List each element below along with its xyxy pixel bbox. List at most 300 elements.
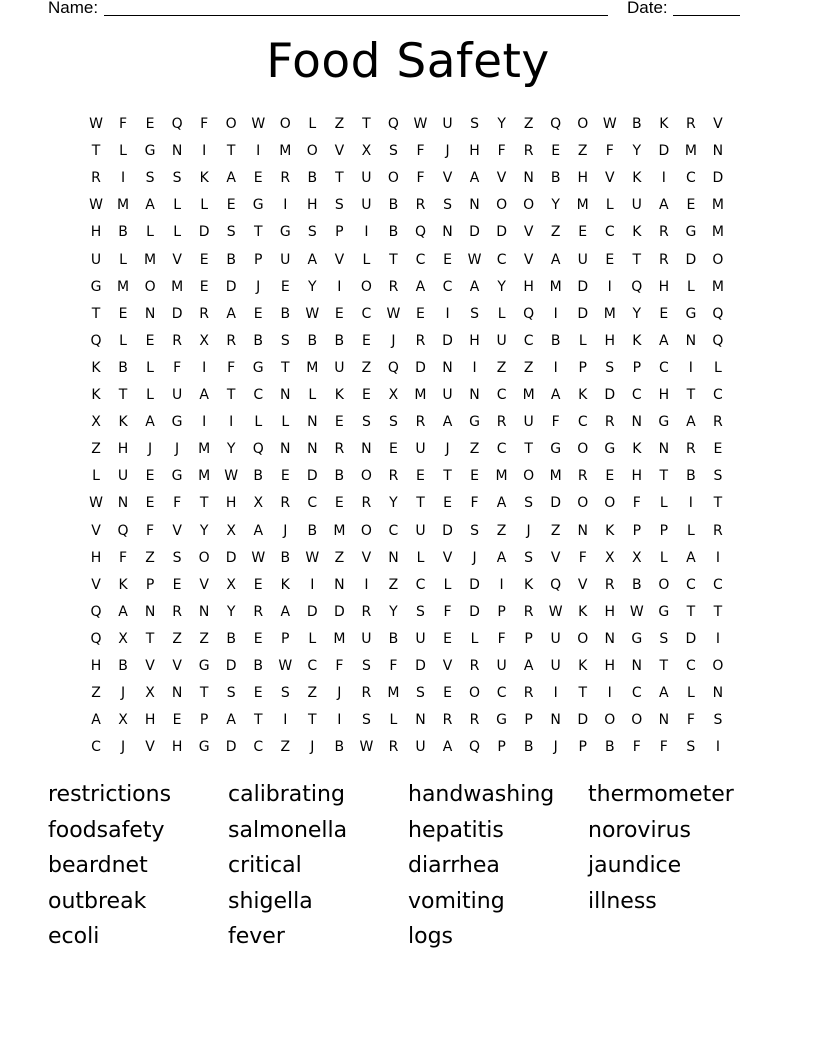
grid-letter[interactable]: A [659,685,669,702]
grid-letter[interactable]: I [364,224,369,241]
grid-letter[interactable]: I [715,630,720,647]
grid-letter[interactable]: X [226,576,236,593]
grid-letter[interactable]: I [715,549,720,566]
grid-letter[interactable]: I [120,170,126,187]
grid-letter[interactable]: I [688,359,693,376]
grid-letter[interactable]: J [120,739,126,756]
grid-letter[interactable]: O [387,170,399,187]
grid-letter[interactable]: I [607,278,612,295]
grid-letter[interactable]: I [364,576,369,593]
grid-letter[interactable]: B [631,116,642,132]
grid-letter[interactable]: I [310,576,315,593]
grid-letter[interactable]: I [337,278,342,295]
grid-letter[interactable]: V [442,170,453,187]
grid-letter[interactable]: P [497,739,506,756]
grid-letter[interactable]: B [334,739,345,756]
grid-letter[interactable]: P [335,224,344,241]
grid-letter[interactable]: Q [171,116,183,132]
grid-letter[interactable]: W [251,116,266,132]
grid-letter[interactable]: W [251,549,266,566]
grid-letter[interactable]: I [661,170,666,187]
grid-letter[interactable]: E [416,305,425,322]
grid-letter[interactable]: D [469,576,480,593]
grid-letter[interactable]: Y [497,116,506,132]
grid-letter[interactable]: F [632,495,641,512]
grid-letter[interactable]: N [307,414,318,431]
grid-letter[interactable]: K [632,224,642,241]
grid-letter[interactable]: L [281,414,290,431]
grid-letter[interactable]: I [499,576,504,593]
grid-letter[interactable]: R [280,170,291,187]
grid-letter[interactable]: B [226,251,236,268]
grid-letter[interactable]: M [387,685,400,702]
grid-letter[interactable]: F [416,143,425,160]
grid-letter[interactable]: Z [361,359,372,376]
grid-letter[interactable]: T [118,387,128,403]
grid-letter[interactable]: C [631,685,642,702]
grid-letter[interactable]: R [686,116,696,132]
grid-letter[interactable]: R [469,712,480,729]
grid-letter[interactable]: M [549,278,562,295]
grid-letter[interactable]: T [335,170,344,187]
grid-letter[interactable]: Y [308,278,317,295]
grid-letter[interactable]: B [118,658,128,674]
grid-letter[interactable]: V [145,658,155,674]
grid-letter[interactable]: D [604,387,616,403]
grid-letter[interactable]: V [172,522,182,539]
grid-letter[interactable]: A [199,387,209,403]
grid-letter[interactable]: R [226,332,237,349]
grid-letter[interactable]: B [307,522,318,539]
grid-letter[interactable]: R [523,685,534,702]
grid-letter[interactable]: Y [226,603,236,620]
grid-letter[interactable]: E [118,305,128,322]
grid-letter[interactable]: P [578,359,587,376]
grid-letter[interactable]: E [605,468,615,485]
grid-letter[interactable]: S [388,414,398,431]
grid-letter[interactable]: X [388,387,399,403]
grid-letter[interactable]: V [172,658,182,674]
grid-letter[interactable]: E [443,495,452,512]
grid-letter[interactable]: T [416,495,425,512]
grid-letter[interactable]: C [577,414,588,431]
grid-letter[interactable]: S [713,468,723,485]
grid-letter[interactable]: G [685,224,697,241]
grid-letter[interactable]: X [91,414,101,431]
grid-letter[interactable]: Q [387,359,399,376]
grid-letter[interactable]: P [497,603,506,620]
grid-letter[interactable]: I [688,495,693,512]
grid-letter[interactable]: N [361,441,372,458]
grid-letter[interactable]: V [199,576,209,593]
grid-letter[interactable]: C [523,332,534,349]
grid-letter[interactable]: V [442,658,453,674]
grid-letter[interactable]: B [118,224,128,241]
grid-letter[interactable]: L [92,468,100,485]
grid-letter[interactable]: O [198,549,210,566]
grid-letter[interactable]: F [146,522,155,539]
grid-letter[interactable]: S [686,739,696,756]
grid-letter[interactable]: J [120,685,126,702]
grid-letter[interactable]: Y [551,197,560,214]
grid-letter[interactable]: J [526,522,531,539]
grid-letter[interactable]: I [472,359,477,376]
grid-letter[interactable]: C [685,658,696,674]
grid-letter[interactable]: N [469,197,480,214]
grid-letter[interactable]: Q [523,305,535,322]
grid-letter[interactable]: I [202,359,207,376]
grid-letter[interactable]: T [686,387,696,403]
grid-letter[interactable]: S [416,603,425,620]
grid-letter[interactable]: E [253,305,263,322]
grid-letter[interactable]: D [577,305,589,322]
grid-letter[interactable]: M [306,359,319,376]
grid-letter[interactable]: R [523,143,534,160]
grid-letter[interactable]: K [632,441,642,458]
grid-letter[interactable]: L [686,685,695,702]
grid-letter[interactable]: V [361,549,372,566]
grid-letter[interactable]: T [443,468,452,485]
grid-letter[interactable]: W [629,603,644,620]
grid-letter[interactable]: L [362,251,371,268]
grid-letter[interactable]: L [308,116,317,132]
grid-letter[interactable]: B [280,549,291,566]
grid-letter[interactable]: U [117,468,129,485]
grid-letter[interactable]: D [415,359,426,376]
grid-letter[interactable]: X [361,143,372,160]
grid-letter[interactable]: K [118,576,128,593]
grid-letter[interactable]: N [442,359,453,376]
grid-letter[interactable]: D [442,522,453,539]
grid-letter[interactable]: U [334,359,345,376]
grid-letter[interactable]: S [172,170,182,187]
grid-letter[interactable]: Z [172,630,182,647]
grid-letter[interactable]: S [280,332,290,349]
grid-letter[interactable]: W [386,305,401,322]
grid-letter[interactable]: Q [550,116,562,132]
grid-letter[interactable]: B [118,359,128,376]
grid-letter[interactable]: B [388,224,399,241]
grid-letter[interactable]: U [496,658,507,674]
grid-letter[interactable]: L [308,630,317,647]
grid-letter[interactable]: B [334,332,345,349]
grid-letter[interactable]: W [467,251,482,268]
grid-letter[interactable]: X [632,549,642,566]
grid-letter[interactable]: V [550,549,561,566]
grid-letter[interactable]: E [686,197,696,214]
grid-letter[interactable]: R [496,414,507,431]
date-field[interactable] [673,15,740,16]
grid-letter[interactable]: O [360,468,372,485]
grid-letter[interactable]: F [605,143,614,160]
grid-letter[interactable]: A [226,712,236,729]
grid-letter[interactable]: N [307,441,318,458]
grid-letter[interactable]: L [605,197,614,214]
grid-letter[interactable]: I [256,143,261,160]
grid-letter[interactable]: T [659,658,669,674]
grid-letter[interactable]: D [712,170,724,187]
grid-letter[interactable]: W [413,116,428,132]
grid-letter[interactable]: U [415,739,426,756]
grid-letter[interactable]: F [578,549,587,566]
grid-letter[interactable]: H [307,197,318,214]
grid-letter[interactable]: C [415,251,426,268]
grid-letter[interactable]: N [415,712,426,729]
grid-letter[interactable]: F [173,495,182,512]
grid-letter[interactable]: G [90,278,102,295]
grid-letter[interactable]: C [496,387,507,403]
grid-letter[interactable]: W [89,197,103,214]
grid-letter[interactable]: S [280,685,290,702]
grid-letter[interactable]: R [253,603,264,620]
grid-letter[interactable]: N [144,603,156,620]
grid-letter[interactable]: T [199,685,209,702]
grid-letter[interactable]: M [116,278,130,295]
grid-letter[interactable]: T [686,603,696,620]
grid-letter[interactable]: U [361,630,372,647]
grid-letter[interactable]: N [388,549,399,566]
grid-letter[interactable]: M [495,468,508,485]
grid-letter[interactable]: V [91,522,101,539]
grid-letter[interactable]: W [224,468,239,485]
grid-letter[interactable]: I [553,685,558,702]
grid-letter[interactable]: F [119,116,128,132]
grid-letter[interactable]: J [310,739,315,756]
grid-letter[interactable]: Y [632,305,642,322]
grid-letter[interactable]: I [202,414,207,431]
grid-letter[interactable]: S [388,143,398,160]
grid-letter[interactable]: R [604,414,615,431]
grid-letter[interactable]: A [118,603,128,620]
grid-letter[interactable]: P [632,359,642,376]
grid-letter[interactable]: Z [280,739,291,756]
grid-letter[interactable]: F [389,658,398,674]
grid-letter[interactable]: I [445,305,450,322]
grid-letter[interactable]: Z [523,116,534,132]
grid-letter[interactable]: F [335,658,344,674]
grid-letter[interactable]: S [470,305,479,322]
grid-letter[interactable]: C [361,305,372,322]
grid-letter[interactable]: U [361,170,372,187]
grid-letter[interactable]: I [283,712,288,729]
grid-letter[interactable]: J [256,278,261,295]
grid-letter[interactable]: U [90,251,102,268]
grid-letter[interactable]: E [551,143,561,160]
grid-letter[interactable]: C [307,495,318,512]
grid-letter[interactable]: E [199,278,209,295]
grid-letter[interactable]: B [307,170,318,187]
grid-letter[interactable]: T [253,712,263,729]
grid-letter[interactable]: V [145,739,155,756]
grid-letter[interactable]: Q [550,576,562,593]
grid-letter[interactable]: N [604,630,615,647]
grid-letter[interactable]: G [496,712,508,729]
grid-letter[interactable]: A [307,251,318,268]
grid-letter[interactable]: N [280,441,291,458]
grid-letter[interactable]: A [550,251,561,268]
grid-letter[interactable]: C [415,576,426,593]
grid-letter[interactable]: V [523,224,534,241]
grid-letter[interactable]: X [604,549,615,566]
grid-letter[interactable]: E [605,251,615,268]
grid-letter[interactable]: T [91,143,101,160]
grid-letter[interactable]: F [659,739,668,756]
grid-letter[interactable]: N [577,522,588,539]
grid-letter[interactable]: U [496,332,507,349]
grid-letter[interactable]: G [144,143,156,160]
grid-letter[interactable]: B [280,305,291,322]
grid-letter[interactable]: I [553,359,558,376]
grid-letter[interactable]: E [253,576,263,593]
grid-letter[interactable]: L [497,305,506,322]
grid-letter[interactable]: I [337,712,342,729]
grid-letter[interactable]: F [173,359,182,376]
grid-letter[interactable]: M [144,251,157,268]
grid-letter[interactable]: R [442,712,453,729]
grid-letter[interactable]: R [415,197,426,214]
grid-letter[interactable]: I [607,685,612,702]
grid-letter[interactable]: C [685,576,696,593]
grid-letter[interactable]: Q [90,603,102,620]
grid-letter[interactable]: O [523,197,535,214]
grid-letter[interactable]: C [496,441,507,458]
grid-letter[interactable]: M [333,630,346,647]
grid-letter[interactable]: U [550,630,561,647]
grid-letter[interactable]: K [91,387,101,403]
grid-letter[interactable]: D [658,143,670,160]
grid-letter[interactable]: R [388,278,399,295]
grid-letter[interactable]: B [253,332,264,349]
grid-letter[interactable]: C [604,224,615,241]
grid-letter[interactable]: V [604,170,615,187]
grid-letter[interactable]: H [577,170,588,187]
grid-letter[interactable]: V [496,170,507,187]
grid-letter[interactable]: U [171,387,183,403]
grid-letter[interactable]: D [577,712,589,729]
grid-letter[interactable]: F [632,739,641,756]
grid-letter[interactable]: A [523,658,534,674]
grid-letter[interactable]: S [361,712,371,729]
grid-letter[interactable]: N [631,414,643,431]
grid-letter[interactable]: V [442,549,453,566]
grid-letter[interactable]: O [225,116,237,132]
grid-letter[interactable]: V [91,576,101,593]
grid-letter[interactable]: L [659,495,668,512]
grid-letter[interactable]: I [715,739,720,756]
grid-letter[interactable]: A [469,170,480,187]
grid-letter[interactable]: R [713,522,723,539]
grid-letter[interactable]: R [577,468,588,485]
grid-letter[interactable]: N [144,305,156,322]
grid-letter[interactable]: D [198,224,210,241]
grid-letter[interactable]: U [280,251,291,268]
grid-letter[interactable]: E [361,387,371,403]
grid-letter[interactable]: O [712,251,724,268]
grid-letter[interactable]: B [604,739,615,756]
grid-letter[interactable]: Z [469,441,480,458]
grid-letter[interactable]: Y [497,278,506,295]
grid-letter[interactable]: S [145,170,155,187]
grid-letter[interactable]: J [553,739,558,756]
grid-letter[interactable]: D [225,549,237,566]
grid-letter[interactable]: D [225,278,237,295]
grid-letter[interactable]: L [578,332,587,349]
grid-letter[interactable]: G [252,197,264,214]
grid-letter[interactable]: G [279,224,291,241]
grid-letter[interactable]: O [279,116,291,132]
grid-letter[interactable]: F [551,414,560,431]
grid-letter[interactable]: P [145,576,155,593]
grid-letter[interactable]: A [686,414,696,431]
grid-letter[interactable]: B [686,468,696,485]
grid-letter[interactable]: G [198,658,210,674]
grid-letter[interactable]: T [632,251,642,268]
grid-letter[interactable]: O [469,685,481,702]
grid-letter[interactable]: C [307,658,318,674]
grid-letter[interactable]: B [226,630,236,647]
grid-letter[interactable]: E [443,685,452,702]
grid-letter[interactable]: V [334,143,345,160]
grid-letter[interactable]: E [280,468,290,485]
grid-letter[interactable]: B [550,332,561,349]
grid-letter[interactable]: C [713,387,723,403]
grid-letter[interactable]: I [553,305,558,322]
grid-letter[interactable]: N [442,224,453,241]
grid-letter[interactable]: A [496,549,507,566]
grid-letter[interactable]: R [388,468,399,485]
grid-letter[interactable]: E [253,630,263,647]
grid-letter[interactable]: M [414,387,427,403]
grid-letter[interactable]: T [524,441,533,458]
grid-letter[interactable]: S [361,414,371,431]
grid-letter[interactable]: N [171,685,183,702]
grid-letter[interactable]: R [172,603,182,620]
grid-letter[interactable]: N [523,170,534,187]
grid-letter[interactable]: T [91,305,101,322]
grid-letter[interactable]: D [171,305,183,322]
grid-letter[interactable]: C [496,251,507,268]
grid-letter[interactable]: V [172,251,182,268]
grid-letter[interactable]: K [632,332,642,349]
grid-letter[interactable]: D [225,739,237,756]
grid-letter[interactable]: D [225,658,237,674]
grid-letter[interactable]: D [442,332,453,349]
grid-letter[interactable]: E [334,414,344,431]
grid-letter[interactable]: R [280,495,291,512]
grid-letter[interactable]: E [253,685,263,702]
grid-letter[interactable]: O [523,468,535,485]
grid-letter[interactable]: E [334,495,344,512]
grid-letter[interactable]: F [227,359,236,376]
grid-letter[interactable]: B [388,630,399,647]
grid-letter[interactable]: T [308,712,317,729]
grid-letter[interactable]: C [253,739,264,756]
grid-letter[interactable]: W [89,116,103,132]
grid-letter[interactable]: W [359,739,374,756]
grid-letter[interactable]: U [577,251,588,268]
grid-letter[interactable]: R [658,251,669,268]
grid-letter[interactable]: Q [414,224,426,241]
grid-letter[interactable]: S [470,522,479,539]
grid-letter[interactable]: P [659,522,669,539]
grid-letter[interactable]: L [686,278,695,295]
grid-letter[interactable]: N [658,712,670,729]
grid-letter[interactable]: K [605,522,615,539]
grid-letter[interactable]: E [443,630,452,647]
grid-letter[interactable]: H [90,224,102,241]
grid-letter[interactable]: H [604,658,616,674]
grid-letter[interactable]: O [712,658,724,674]
